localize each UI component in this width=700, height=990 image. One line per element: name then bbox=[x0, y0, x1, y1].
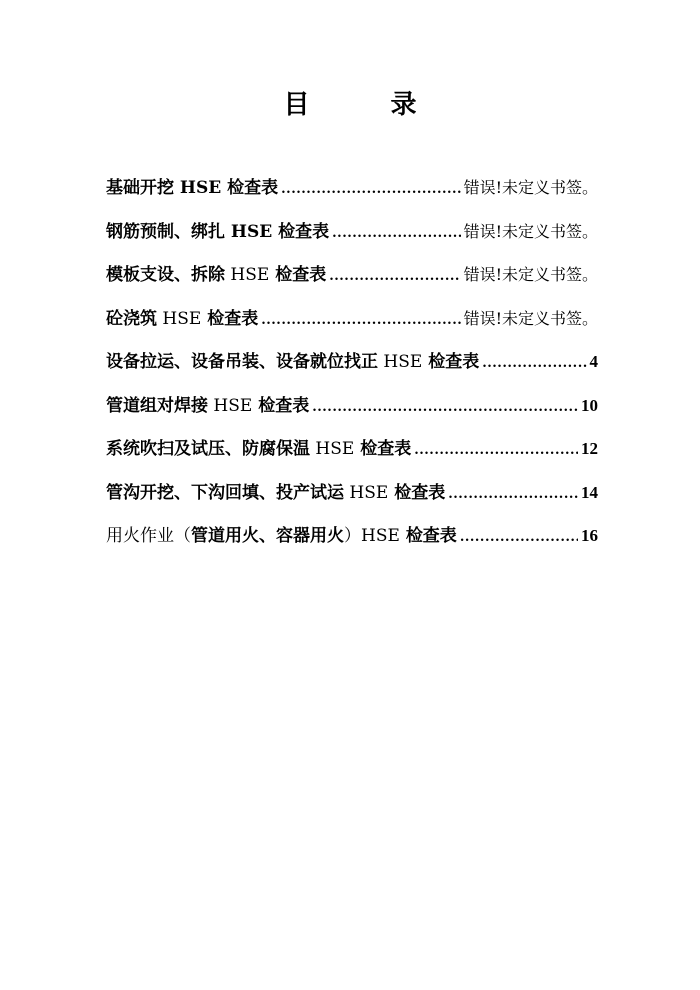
toc-page-number: 错误!未定义书签。 bbox=[463, 308, 598, 328]
toc-entry[interactable] bbox=[106, 210, 598, 254]
toc-leader-dots bbox=[329, 255, 460, 299]
toc-entry[interactable] bbox=[106, 384, 598, 428]
toc-leader-dots bbox=[312, 386, 578, 430]
toc-entry[interactable] bbox=[106, 471, 598, 515]
toc-entry[interactable] bbox=[106, 340, 598, 384]
toc-page-number: 16 bbox=[581, 526, 598, 545]
toc-page-number: 错误!未定义书签。 bbox=[463, 178, 598, 197]
toc-leader-dots bbox=[414, 429, 578, 473]
toc-entry-title: 用火作业（管道用火、容器用火）HSE 检查表 bbox=[106, 526, 457, 546]
toc-entry-title: 系统吹扫及试压、防腐保温 HSE 检查表 bbox=[106, 439, 412, 459]
toc-page-number: 错误!未定义书签。 bbox=[463, 265, 598, 284]
page-title: 目 录 bbox=[283, 90, 453, 120]
toc-entry-title: 砼浇筑 HSE 检查表 bbox=[106, 308, 259, 329]
toc-entry-title: 设备拉运、设备吊装、设备就位找正 HSE 检查表 bbox=[106, 352, 480, 372]
toc-entry[interactable] bbox=[106, 166, 598, 210]
toc-page-number: 4 bbox=[589, 352, 598, 371]
toc-entry-title: 基础开挖 HSE 检查表 bbox=[106, 178, 279, 198]
toc-leader-dots bbox=[448, 473, 578, 517]
toc-entry[interactable] bbox=[106, 297, 598, 341]
toc-page-number: 14 bbox=[581, 482, 598, 502]
toc-page-number: 错误!未定义书签。 bbox=[463, 221, 598, 241]
toc-leader-dots bbox=[261, 299, 460, 343]
table-of-contents bbox=[106, 166, 598, 558]
toc-page-number: 12 bbox=[581, 439, 598, 458]
toc-leader-dots bbox=[281, 168, 460, 212]
toc-entry-title: 模板支设、拆除 HSE 检查表 bbox=[106, 265, 327, 285]
toc-entry[interactable] bbox=[106, 253, 598, 297]
toc-entry-title: 管道组对焊接 HSE 检查表 bbox=[106, 395, 310, 416]
toc-page-number: 10 bbox=[581, 395, 598, 415]
toc-entry[interactable] bbox=[106, 514, 598, 558]
toc-entry[interactable] bbox=[106, 427, 598, 471]
toc-leader-dots bbox=[332, 212, 460, 256]
toc-leader-dots bbox=[460, 516, 578, 560]
toc-leader-dots bbox=[482, 342, 586, 386]
toc-entry-title: 钢筋预制、绑扎 HSE 检查表 bbox=[106, 221, 330, 242]
toc-entry-title: 管沟开挖、下沟回填、投产试运 HSE 检查表 bbox=[106, 482, 446, 503]
